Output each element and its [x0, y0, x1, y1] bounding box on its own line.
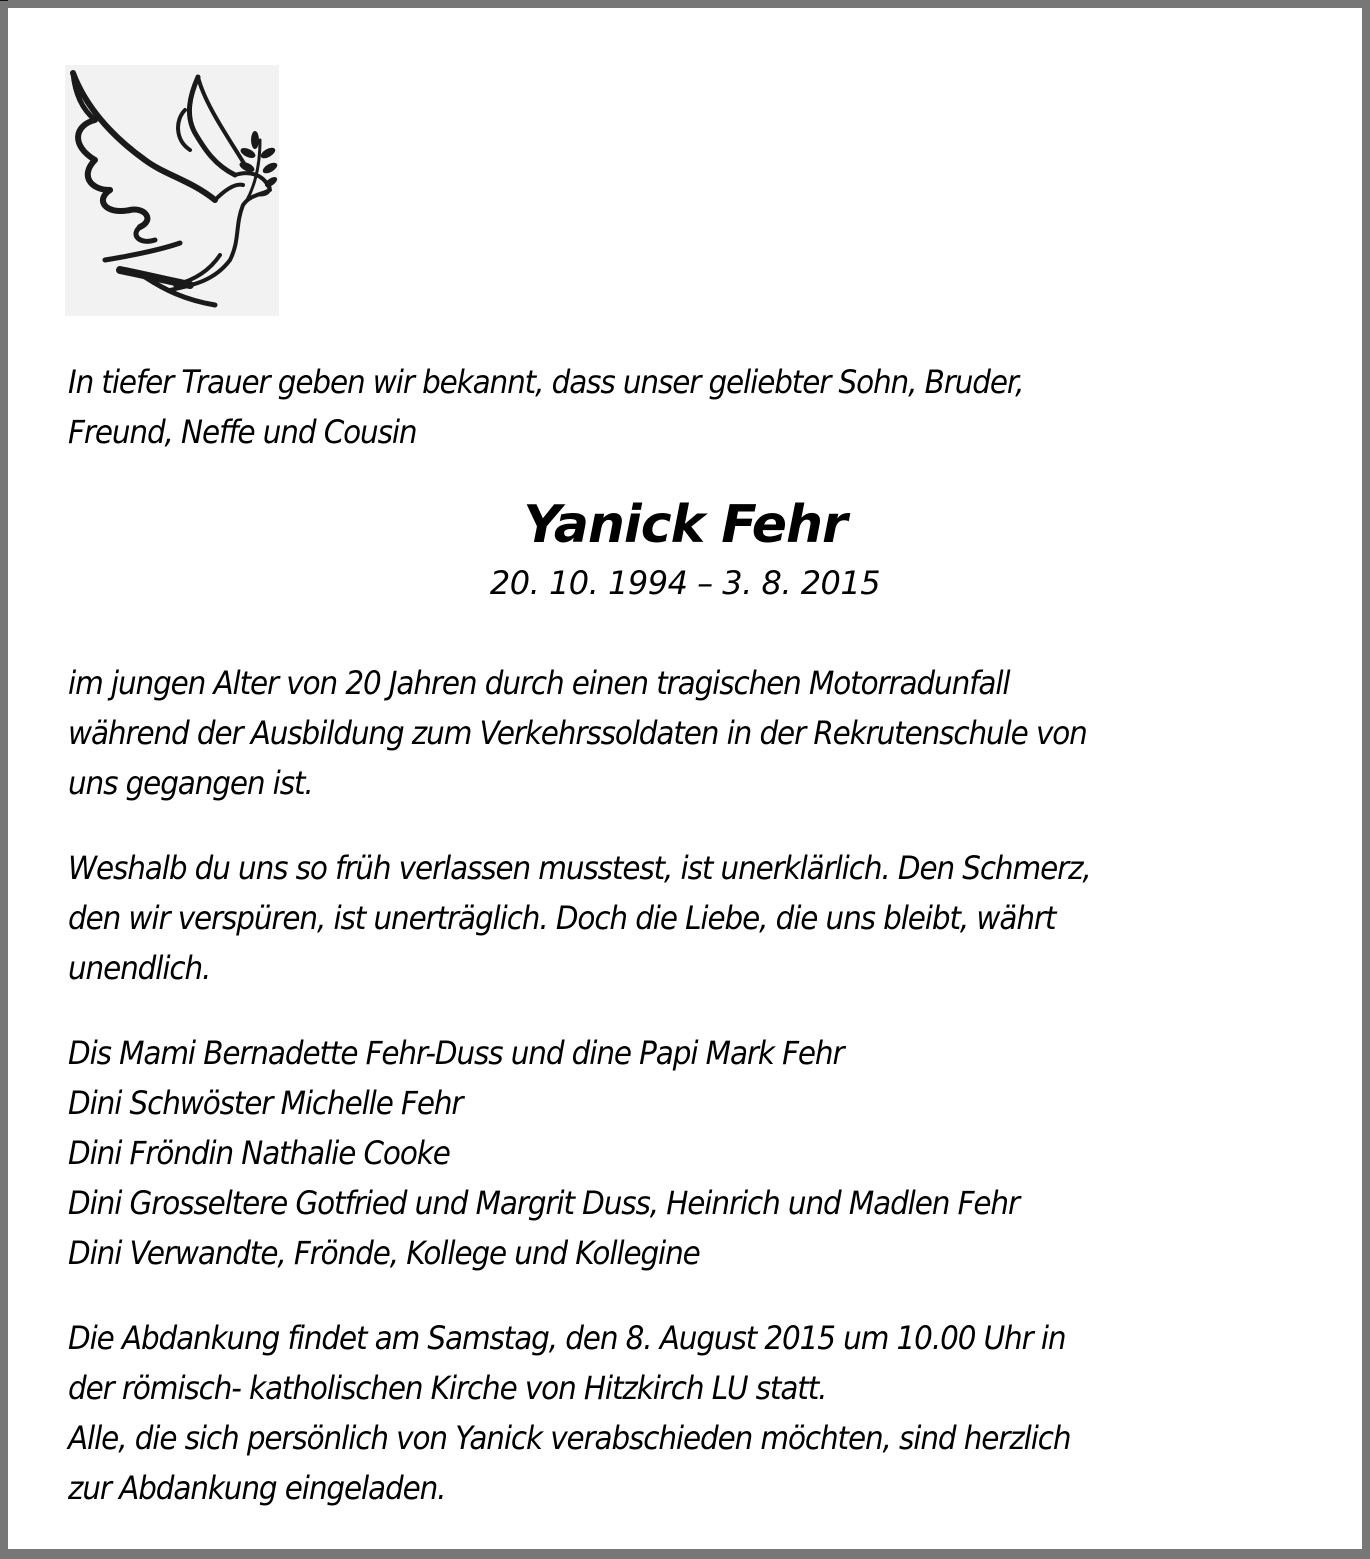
deceased-name: Yanick Fehr: [523, 495, 847, 555]
grief-paragraph: [68, 843, 1218, 993]
paragraph-line: Weshalb du uns so früh verlassen musstest, ist unerklärlich. Den Schmerz,: [68, 849, 1091, 887]
paragraph-line: den wir verspüren, ist unerträglich. Doch die Liebe, die uns bleibt, währt: [68, 899, 1056, 937]
paragraph-line: zur Abdankung eingeladen.: [68, 1469, 446, 1507]
paragraph-line: der römisch- katholischen Kirche von Hitzkirch LU statt.: [68, 1369, 827, 1407]
paragraph-line: uns gegangen ist.: [68, 764, 313, 802]
mourner-entry: Dini Verwandte, Frönde, Kollege und Kollegine: [68, 1234, 700, 1272]
paragraph-line: Alle, die sich persönlich von Yanick verabschieden möchten, sind herzlich: [68, 1419, 1071, 1457]
mourner-entry: Dini Grosseltere Gotfried und Margrit Duss, Heinrich und Madlen Fehr: [68, 1184, 1019, 1222]
mourner-entry: Dini Schwöster Michelle Fehr: [68, 1084, 463, 1122]
intro-line: In tiefer Trauer geben wir bekannt, dass unser geliebter Sohn, Bruder,: [68, 363, 1024, 401]
paragraph-line: unendlich.: [68, 949, 211, 987]
mourners-list: [68, 1028, 1218, 1278]
paragraph-line: im jungen Alter von 20 Jahren durch einen tragischen Motorradunfall: [68, 664, 1010, 702]
intro-text: [68, 357, 1218, 457]
intro-line: Freund, Neffe und Cousin: [68, 413, 417, 451]
paragraph-line: Die Abdankung findet am Samstag, den 8. August 2015 um 10.00 Uhr in: [68, 1319, 1066, 1357]
paragraph-line: während der Ausbildung zum Verkehrssoldaten in der Rekrutenschule von: [68, 714, 1087, 752]
dove-with-olive-branch-icon: [65, 65, 279, 316]
ceremony-paragraph: [68, 1313, 1218, 1513]
circumstances-paragraph: [68, 658, 1218, 808]
mourner-entry: Dini Fröndin Nathalie Cooke: [68, 1134, 450, 1172]
mourner-entry: Dis Mami Bernadette Fehr-Duss und dine Papi Mark Fehr: [68, 1034, 844, 1072]
life-dates: 20. 10. 1994 – 3. 8. 2015: [489, 564, 881, 602]
